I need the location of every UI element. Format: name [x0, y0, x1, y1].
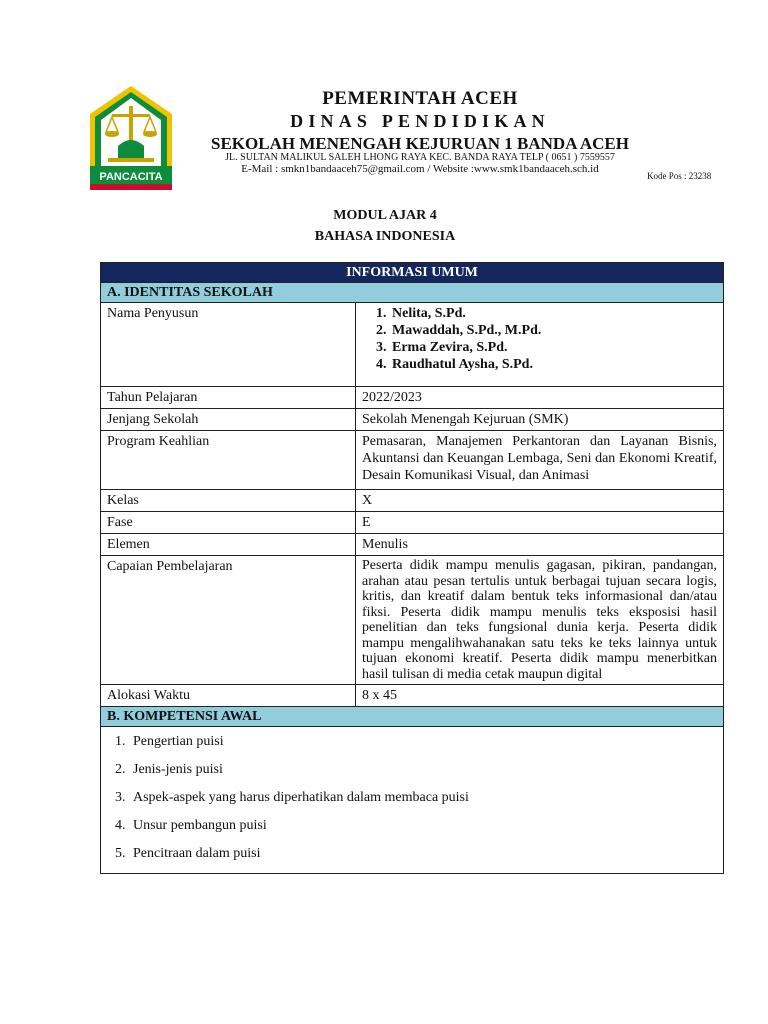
department-title: DINAS PENDIDIKAN — [290, 111, 550, 131]
elemen-value: Menulis — [356, 534, 724, 556]
tahun-value: 2022/2023 — [356, 387, 724, 409]
tahun-label: Tahun Pelajaran — [101, 387, 356, 409]
school-address: JL. SULTAN MALIKUL SALEH LHONG RAYA KEC. BANDA RAYA TELP ( 0651 ) 7559557 — [225, 152, 615, 163]
kelas-value: X — [356, 490, 724, 512]
alokasi-value: 8 x 45 — [356, 685, 724, 707]
author-item: 3. Erma Zevira, S.Pd. — [390, 339, 717, 356]
school-name: SEKOLAH MENENGAH KEJURUAN 1 BANDA ACEH — [211, 134, 629, 153]
list-item: 1. Pengertian puisi — [129, 733, 717, 750]
list-item: 4. Unsur pembangun puisi — [129, 817, 717, 834]
aceh-logo — [88, 84, 174, 192]
penyusun-value — [356, 303, 724, 387]
subject-title: BAHASA INDONESIA — [314, 229, 456, 244]
info-umum-header: INFORMASI UMUM — [101, 263, 724, 283]
author-item: 4. Raudhatul Aysha, S.Pd. — [390, 356, 717, 373]
penyusun-label: Nama Penyusun — [101, 303, 356, 387]
alokasi-label: Alokasi Waktu — [101, 685, 356, 707]
info-table — [100, 262, 724, 874]
capaian-label: Capaian Pembelajaran — [101, 556, 356, 685]
list-item: 5. Pencitraan dalam puisi — [129, 845, 717, 862]
logo-text: PANCACITA — [99, 171, 163, 183]
kelas-label: Kelas — [101, 490, 356, 512]
section-b-header: B. KOMPETENSI AWAL — [101, 707, 724, 727]
school-contact: E-Mail : smkn1bandaaceh75@gmail.com / Website :www.smk1bandaaceh.sch.id — [241, 163, 599, 175]
fase-label: Fase — [101, 512, 356, 534]
author-list — [362, 305, 717, 373]
jenjang-value: Sekolah Menengah Kejuruan (SMK) — [356, 409, 724, 431]
list-item: 2. Jenis-jenis puisi — [129, 761, 717, 778]
elemen-label: Elemen — [101, 534, 356, 556]
postal-code: Kode Pos : 23238 — [647, 171, 712, 181]
government-title: PEMERINTAH ACEH — [322, 88, 518, 109]
fase-value: E — [356, 512, 724, 534]
capaian-value: Peserta didik mampu menulis gagasan, pikiran, pandangan, arahan atau pesan tertulis untuk berbagai tujuan secara logis, kritis, dan kreatif dalam bentuk teks informasional dan/atau fiksi. Peserta didik mampu menulis teks eksposisi hasil penelitian dan teks fungsional dunia kerja. Peserta didik mampu mengalihwahanakan satu teks ke teks lainnya untuk tujuan ekonomi kreatif. Peserta didik mampu menerbitkan hasil tulisan di media cetak maupun digital — [356, 556, 724, 685]
module-title: MODUL AJAR 4 — [333, 208, 437, 223]
author-item: 1. Nelita, S.Pd. — [390, 305, 717, 322]
author-item: 2. Mawaddah, S.Pd., M.Pd. — [390, 322, 717, 339]
program-label: Program Keahlian — [101, 431, 356, 490]
program-value: Pemasaran, Manajemen Perkantoran dan Layanan Bisnis, Akuntansi dan Keuangan Lembaga, Seni dan Ekonomi Kreatif, Desain Komunikasi Visual, dan Animasi — [356, 431, 724, 490]
kompetensi-cell — [101, 727, 724, 874]
list-item: 3. Aspek-aspek yang harus diperhatikan dalam membaca puisi — [129, 789, 717, 806]
section-a-header: A. IDENTITAS SEKOLAH — [101, 283, 724, 303]
jenjang-label: Jenjang Sekolah — [101, 409, 356, 431]
kompetensi-list — [107, 733, 717, 862]
